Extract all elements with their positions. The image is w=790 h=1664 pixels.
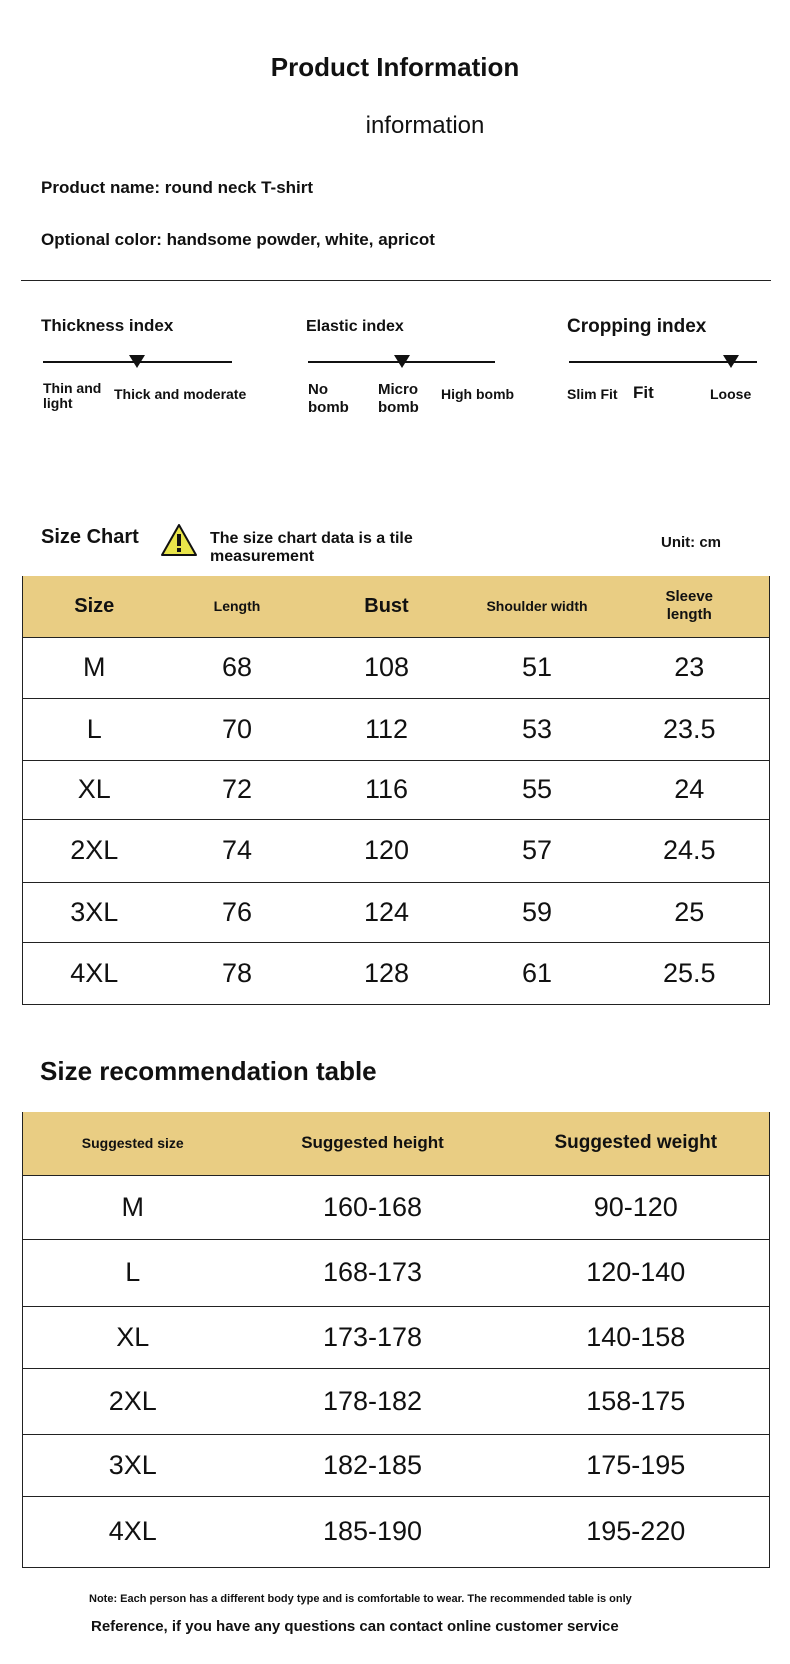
size-chart-title: Size Chart — [41, 526, 139, 548]
table-row — [23, 1175, 770, 1239]
elastic-label-no: No bomb — [308, 381, 349, 416]
table-cell: 68 — [166, 637, 309, 698]
size-chart-table — [22, 576, 770, 1005]
table-cell: 23 — [610, 637, 770, 698]
table-row — [23, 882, 770, 942]
size-chart-header: Bust — [309, 576, 465, 637]
table-row — [23, 942, 770, 1004]
table-cell: L — [23, 698, 166, 760]
size-chart-header: Shoulder width — [465, 576, 610, 637]
table-cell: 3XL — [23, 882, 166, 942]
footnote-reference: Reference, if you have any questions can contact online customer service — [91, 1618, 619, 1635]
table-cell: M — [23, 637, 166, 698]
table-cell: 70 — [166, 698, 309, 760]
size-chart-header: Sleeve length — [610, 576, 770, 637]
product-colors: Optional color: handsome powder, white, apricot — [41, 230, 435, 249]
table-cell: 112 — [309, 698, 465, 760]
size-chart-header: Length — [166, 576, 309, 637]
table-cell: 4XL — [23, 1496, 243, 1567]
elastic-index-marker — [394, 355, 410, 368]
table-cell: 2XL — [23, 1368, 243, 1434]
product-name: Product name: round neck T-shirt — [41, 178, 314, 197]
table-cell: XL — [23, 1306, 243, 1368]
table-row — [23, 1306, 770, 1368]
table-cell: 25 — [610, 882, 770, 942]
table-cell: 4XL — [23, 942, 166, 1004]
table-cell: 120 — [309, 819, 465, 882]
table-cell: 78 — [166, 942, 309, 1004]
thickness-label-thin: Thin and light — [43, 380, 102, 411]
recommendation-title: Size recommendation table — [40, 1056, 377, 1086]
table-cell: 173-178 — [243, 1306, 503, 1368]
table-cell: 76 — [166, 882, 309, 942]
cropping-label-fit: Fit — [633, 383, 654, 402]
elastic-label-high: High bomb — [441, 386, 515, 402]
table-cell: 195-220 — [503, 1496, 770, 1567]
footnote: Note: Each person has a different body type and is comfortable to wear. The recommended table is only — [89, 1593, 632, 1605]
table-cell: 120-140 — [503, 1239, 770, 1306]
size-chart-unit: Unit: cm — [661, 534, 721, 551]
thickness-label-thick: Thick and moderate — [114, 386, 247, 402]
size-chart-warning: The size chart data is a tile measurement — [210, 530, 413, 565]
table-cell: 57 — [465, 819, 610, 882]
recommendation-header: Suggested weight — [503, 1112, 770, 1175]
elastic-index-title: Elastic index — [306, 318, 404, 335]
table-cell: 185-190 — [243, 1496, 503, 1567]
cropping-index-title: Cropping index — [567, 316, 707, 337]
recommendation-table — [22, 1112, 770, 1568]
table-row — [23, 760, 770, 819]
table-cell: 175-195 — [503, 1434, 770, 1496]
table-cell: XL — [23, 760, 166, 819]
table-cell: 124 — [309, 882, 465, 942]
table-cell: 72 — [166, 760, 309, 819]
table-cell: 51 — [465, 637, 610, 698]
table-cell: 158-175 — [503, 1368, 770, 1434]
table-cell: 116 — [309, 760, 465, 819]
thickness-index-title: Thickness index — [41, 316, 174, 335]
table-cell: 140-158 — [503, 1306, 770, 1368]
table-cell: 128 — [309, 942, 465, 1004]
table-cell: 3XL — [23, 1434, 243, 1496]
table-cell: 182-185 — [243, 1434, 503, 1496]
table-row — [23, 698, 770, 760]
table-row — [23, 1368, 770, 1434]
table-row — [23, 1239, 770, 1306]
thickness-index-marker — [129, 355, 145, 368]
page-title: Product Information — [270, 52, 520, 82]
table-row — [23, 1496, 770, 1567]
table-cell: 108 — [309, 637, 465, 698]
table-cell: 53 — [465, 698, 610, 760]
cropping-label-loose: Loose — [710, 386, 752, 402]
cropping-label-slim: Slim Fit — [567, 386, 618, 402]
table-cell: 23.5 — [610, 698, 770, 760]
table-cell: 59 — [465, 882, 610, 942]
table-cell: 160-168 — [243, 1175, 503, 1239]
table-cell: 61 — [465, 942, 610, 1004]
table-cell: 168-173 — [243, 1239, 503, 1306]
cropping-index-marker — [723, 355, 739, 368]
table-row — [23, 637, 770, 698]
elastic-label-micro: Micro bomb — [378, 381, 419, 416]
table-cell: 55 — [465, 760, 610, 819]
warning-icon — [160, 523, 198, 557]
table-cell: 90-120 — [503, 1175, 770, 1239]
table-cell: L — [23, 1239, 243, 1306]
table-cell: 178-182 — [243, 1368, 503, 1434]
table-cell: 25.5 — [610, 942, 770, 1004]
table-row — [23, 1434, 770, 1496]
page-subtitle: information — [365, 112, 485, 139]
table-cell: 24.5 — [610, 819, 770, 882]
table-cell: M — [23, 1175, 243, 1239]
table-cell: 74 — [166, 819, 309, 882]
size-chart-header: Size — [23, 576, 166, 637]
recommendation-header: Suggested size — [23, 1112, 243, 1175]
table-row — [23, 819, 770, 882]
table-cell: 24 — [610, 760, 770, 819]
divider — [21, 280, 771, 281]
table-cell: 2XL — [23, 819, 166, 882]
recommendation-header: Suggested height — [243, 1112, 503, 1175]
